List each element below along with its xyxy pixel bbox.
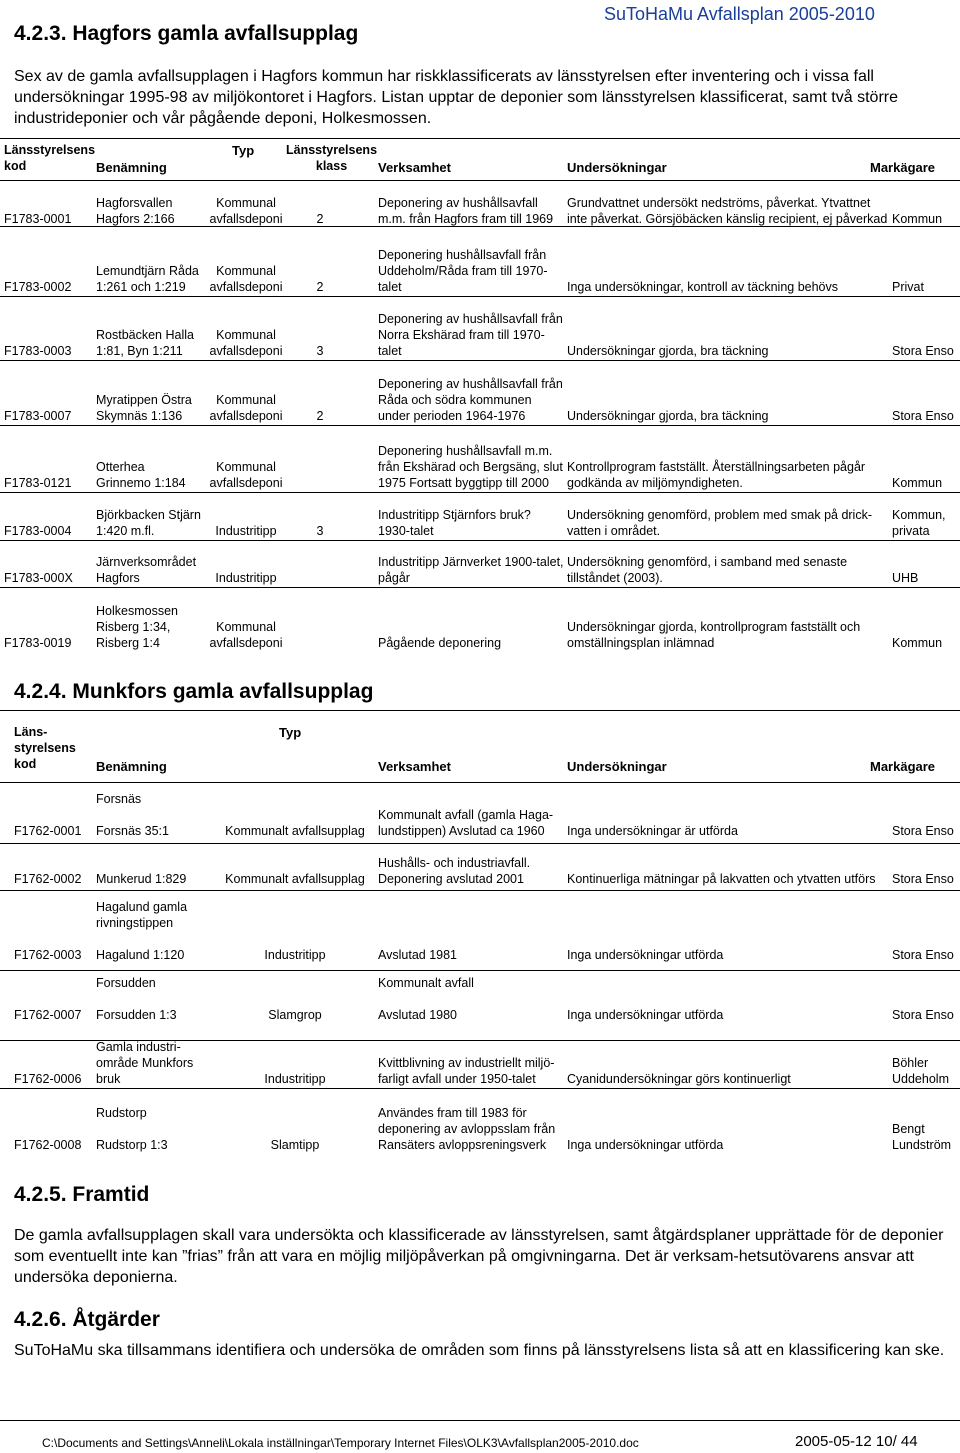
- table-row: [0, 890, 960, 963]
- col-header-benamning: Benämning: [96, 759, 167, 774]
- cell-benamning: Holkesmossen Risberg 1:34, Risberg 1:4: [96, 604, 178, 650]
- cell-typ: Industritipp: [264, 948, 326, 962]
- cell-verksamhet: Hushålls- och industriavfall. Deponering avslutad 2001: [378, 856, 531, 886]
- framtid-text: De gamla avfallsupplagen skall vara undersökta och klassificerade av länsstyrelsen, samt åtgärdsplaner upprättade för de deponier som eventuellt inte kan ”frias” från att vara en möjlig miljöpåverkan på omgivningarna. Det är verksam-hetsutövarens ansvar att undersöka deponierna.: [14, 1227, 944, 1286]
- cell-markagare: Kommun: [892, 476, 943, 490]
- col-header-kod: Läns- styrelsens kod: [14, 725, 76, 771]
- cell-undersokningar: Undersökning genomförd, i samband med senaste tillståndet (2003).: [567, 555, 848, 585]
- cell-typ: Kommunal avfallsdeponi: [209, 620, 283, 650]
- col-header-undersokningar: Undersökningar: [567, 759, 667, 774]
- cell-undersokningar: Inga undersökningar utförda: [567, 1138, 724, 1152]
- cell-kod: F1783-0121: [4, 476, 72, 490]
- footer-date-page: 2005-05-12 10/ 44: [795, 1433, 918, 1450]
- table-row: [0, 492, 960, 539]
- cell-markagare: Kommun: [892, 212, 943, 226]
- table-row: [0, 1040, 960, 1087]
- col-header-markagare: Markägare: [870, 160, 936, 175]
- cell-undersokningar: Undersökningar gjorda, bra täckning: [567, 409, 769, 423]
- footer-rule: [0, 1420, 960, 1421]
- cell-kod: F1762-0006: [14, 1072, 82, 1086]
- cell-undersokningar: Undersökningar gjorda, kontrollprogram fastställt och omställningsplan inlämnad: [567, 620, 861, 650]
- col-header-markagare: Markägare: [870, 759, 936, 774]
- cell-verksamhet: Avslutad 1981: [378, 948, 457, 962]
- col-header-verksamhet: Verksamhet: [378, 160, 451, 175]
- table-row: [0, 360, 960, 424]
- cell-klass: 2: [316, 212, 324, 226]
- atgarder-title: 4.2.6. Åtgärder: [14, 1308, 160, 1331]
- table-row: [0, 843, 960, 887]
- table-row: [0, 782, 960, 839]
- cell-undersokningar: Grundvattnet undersökt nedströms, påverkat. Ytvattnet inte påverkat. Görsjöbäcken känslig recipient, ej påverkad: [567, 196, 888, 226]
- table-row: [0, 425, 960, 491]
- cell-markagare: Bengt Lundström: [892, 1122, 952, 1152]
- cell-verksamhet: Kvittblivning av industriellt miljö- farligt avfall under 1950-talet: [378, 1056, 555, 1086]
- cell-kod: F1783-0003: [4, 344, 72, 358]
- cell-verksamhet: Deponering av hushållsavfall från Norra Ekshärad fram till 1970- talet: [378, 312, 563, 358]
- col-header-typ: Typ: [279, 725, 302, 740]
- cell-undersokningar: Undersökningar gjorda, bra täckning: [567, 344, 769, 358]
- hagfors-table-top-rule: [0, 138, 960, 139]
- cell-typ: Kommunal avfallsdeponi: [209, 460, 283, 490]
- cell-verksamhet: Industritipp Stjärnfors bruk? 1930-talet: [378, 508, 531, 538]
- cell-benamning: Lemundtjärn Råda 1:261 och 1:219: [96, 264, 199, 294]
- cell-verksamhet: Deponering hushållsavfall från Uddeholm/Råda fram till 1970- talet: [378, 248, 548, 294]
- cell-benamning: Järnverksområdet Hagfors: [96, 555, 197, 585]
- cell-typ: Kommunalt avfallsupplag: [225, 872, 365, 886]
- cell-markagare: Stora Enso: [892, 824, 954, 838]
- section-title: 4.2.3. Hagfors gamla avfallsupplag: [14, 22, 359, 45]
- cell-undersokningar: Inga undersökningar, kontroll av täckning behövs: [567, 280, 839, 294]
- table-row: [0, 1088, 960, 1153]
- cell-typ: Industritipp: [215, 524, 277, 538]
- cell-verksamhet: Användes fram till 1983 för deponering av avloppsslam från Ransäters avloppsreningsverk: [378, 1106, 556, 1152]
- cell-undersokningar: Inga undersökningar utförda: [567, 948, 724, 962]
- cell-undersokningar: Inga undersökningar utförda: [567, 1008, 724, 1022]
- cell-typ: Industritipp: [264, 1072, 326, 1086]
- cell-markagare: Kommun, privata: [892, 508, 946, 538]
- col-header-benamning: Benämning: [96, 160, 167, 175]
- cell-benamning: Forsnäs Forsnäs 35:1: [96, 792, 169, 838]
- cell-typ: Kommunalt avfallsupplag: [225, 824, 365, 838]
- munkfors-table-top-rule: [0, 710, 960, 711]
- cell-typ: Kommunal avfallsdeponi: [209, 196, 283, 226]
- framtid-title: 4.2.5. Framtid: [14, 1183, 150, 1206]
- cell-verksamhet: Deponering av hushållsavfall m.m. från Hagfors fram till 1969: [378, 196, 554, 226]
- cell-klass: 2: [316, 280, 324, 294]
- cell-markagare: Kommun: [892, 636, 943, 650]
- cell-markagare: Stora Enso: [892, 1008, 954, 1022]
- munkfors-title: 4.2.4. Munkfors gamla avfallsupplag: [14, 680, 374, 703]
- cell-verksamhet: Deponering hushållsavfall m.m. från Ekshärad och Bergsäng, slut 1975 Fortsatt byggtipp till 2000: [378, 444, 563, 490]
- cell-kod: F1783-000X: [4, 571, 73, 585]
- cell-klass: 3: [316, 524, 324, 538]
- cell-benamning: Myratippen Östra Skymnäs 1:136: [96, 393, 192, 423]
- cell-typ: Slamtipp: [270, 1138, 320, 1152]
- table-row: [0, 540, 960, 586]
- cell-benamning: Munkerud 1:829: [96, 872, 187, 886]
- cell-verksamhet: Kommunalt avfall (gamla Haga- lundstippen) Avslutad ca 1960: [378, 808, 554, 838]
- cell-benamning: Rostbäcken Halla 1:81, Byn 1:211: [96, 328, 194, 358]
- cell-undersokningar: Kontrollprogram fastställt. Återställningsarbeten pågår godkända av miljömyndigheten.: [567, 460, 866, 490]
- cell-markagare: Böhler Uddeholm: [892, 1056, 949, 1086]
- cell-klass: 2: [316, 409, 324, 423]
- table-row: [0, 970, 960, 1023]
- cell-typ: Industritipp: [215, 571, 277, 585]
- cell-kod: F1783-0002: [4, 280, 72, 294]
- table-row: [0, 180, 960, 227]
- col-header-klass: Länsstyrelsens klass: [286, 143, 378, 173]
- cell-kod: F1762-0003: [14, 948, 82, 962]
- cell-benamning: Hagalund gamla rivningstippen Hagalund 1:120: [96, 900, 188, 962]
- col-header-kod: Länsstyrelsens kod: [4, 143, 96, 173]
- cell-markagare: Stora Enso: [892, 948, 954, 962]
- cell-kod: F1783-0019: [4, 636, 72, 650]
- cell-typ: Slamgrop: [268, 1008, 322, 1022]
- cell-klass: 3: [316, 344, 324, 358]
- cell-markagare: Stora Enso: [892, 872, 954, 886]
- cell-benamning: Forsudden Forsudden 1:3: [96, 976, 177, 1022]
- cell-benamning: Rudstorp Rudstorp 1:3: [96, 1106, 168, 1152]
- cell-undersokningar: Inga undersökningar är utförda: [567, 824, 738, 838]
- cell-verksamhet: Kommunalt avfall Avslutad 1980: [378, 976, 474, 1022]
- table-row: [0, 587, 960, 651]
- cell-undersokningar: Undersökning genomförd, problem med smak på drick- vatten i området.: [567, 508, 872, 538]
- cell-benamning: Otterhea Grinnemo 1:184: [96, 460, 186, 490]
- footer-path: C:\Documents and Settings\Anneli\Lokala inställningar\Temporary Internet Files\OLK3\Avfallsplan2005-2010.doc: [42, 1436, 639, 1450]
- cell-benamning: Björkbacken Stjärn 1:420 m.fl.: [96, 508, 201, 538]
- cell-kod: F1762-0008: [14, 1138, 82, 1152]
- cell-typ: Kommunal avfallsdeponi: [209, 393, 283, 423]
- cell-kod: F1783-0007: [4, 409, 72, 423]
- cell-benamning: Gamla industri- område Munkfors bruk: [96, 1040, 194, 1086]
- cell-kod: F1783-0001: [4, 212, 72, 226]
- hagfors-intro: Sex av de gamla avfallsupplagen i Hagfors kommun har riskklassificerats av länsstyrelsen efter inventering och i vissa fall undersökningar 1995-98 av miljökontoret i Hagfors. Listan upptar de deponier som länsstyrelsen klassificerat, samt två större industrideponier och vår pågående deponi, Holkesmossen.: [14, 68, 898, 127]
- cell-undersokningar: Kontinuerliga mätningar på lakvatten och ytvatten utförs: [567, 872, 876, 886]
- cell-kod: F1762-0002: [14, 872, 82, 886]
- document-id: SuToHaMu Avfallsplan 2005-2010: [604, 4, 875, 24]
- atgarder-text: SuToHaMu ska tillsammans identifiera och undersöka de områden som finns på länsstyrelsens lista så att en klassificering kan ske.: [14, 1342, 945, 1359]
- cell-verksamhet: Pågående deponering: [378, 636, 502, 650]
- col-header-typ: Typ: [232, 143, 255, 158]
- cell-kod: F1762-0007: [14, 1008, 82, 1022]
- cell-benamning: Hagforsvallen Hagfors 2:166: [96, 196, 175, 226]
- cell-markagare: Stora Enso: [892, 344, 954, 358]
- table-row: [0, 296, 960, 359]
- table-row: [0, 226, 960, 295]
- cell-markagare: Stora Enso: [892, 409, 954, 423]
- cell-kod: F1762-0001: [14, 824, 82, 838]
- cell-markagare: UHB: [892, 571, 919, 585]
- cell-undersokningar: Cyanidundersökningar görs kontinuerligt: [567, 1072, 791, 1086]
- col-header-verksamhet: Verksamhet: [378, 759, 451, 774]
- cell-markagare: Privat: [892, 280, 924, 294]
- col-header-undersokningar: Undersökningar: [567, 160, 667, 175]
- cell-typ: Kommunal avfallsdeponi: [209, 264, 283, 294]
- cell-kod: F1783-0004: [4, 524, 72, 538]
- cell-typ: Kommunal avfallsdeponi: [209, 328, 283, 358]
- cell-verksamhet: Deponering av hushållsavfall från Råda och södra kommunen under perioden 1964-1976: [378, 377, 563, 423]
- cell-verksamhet: Industritipp Järnverket 1900-talet, pågår: [378, 555, 564, 585]
